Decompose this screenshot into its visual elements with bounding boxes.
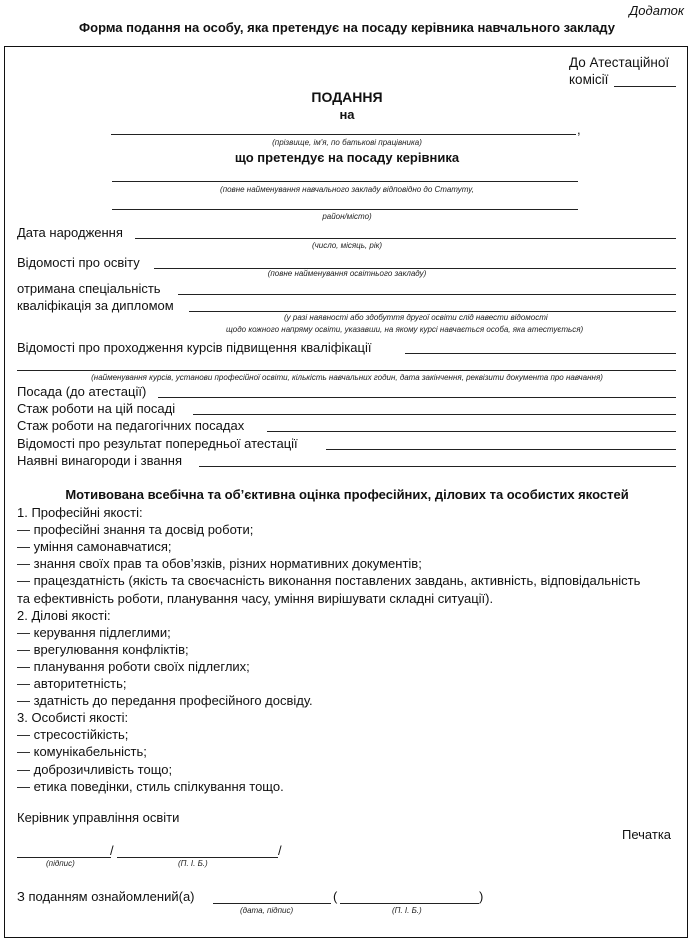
district-line[interactable]: [112, 209, 578, 210]
acquainted-name-line[interactable]: [340, 903, 479, 904]
experience-pedagogical-label: Стаж роботи на педагогічних посадах: [17, 418, 245, 433]
acquainted-label: З поданням ознайомлений(а): [17, 889, 195, 904]
evaluation-line: 1. Професійні якості:: [17, 505, 143, 520]
previous-attestation-label: Відомості про результат попередньої атестації: [17, 436, 298, 451]
form-title: Форма подання на особу, яка претендує на посаду керівника навчального закладу: [79, 20, 615, 35]
qualification-label: кваліфікація за дипломом: [17, 298, 174, 313]
head-of-education-label: Керівник управління освіти: [17, 810, 180, 825]
evaluation-line: — комунікабельність;: [17, 744, 147, 760]
qualification-note-1: (у разі наявності або здобуття другої освіти слід навести відомості: [284, 313, 548, 322]
evaluation-line: — керування підлеглими;: [17, 624, 171, 640]
courses-line-1[interactable]: [405, 353, 676, 354]
previous-attestation-line[interactable]: [326, 449, 676, 450]
courses-label: Відомості про проходження курсів підвищення кваліфікації: [17, 340, 372, 355]
evaluation-heading: Мотивована всебічна та об’єктивна оцінка професійних, ділових та особистих якостей: [65, 487, 629, 502]
qualification-note-2: щодо кожного напряму освіти, указавши, на якому курсі навчається особа, яка атестується): [226, 325, 584, 334]
experience-position-line[interactable]: [193, 414, 676, 415]
evaluation-line: — знання своїх прав та обов’язків, різних нормативних документів;: [17, 556, 422, 572]
document-title: ПОДАННЯ: [311, 89, 383, 105]
awards-label: Наявні винагороди і звання: [17, 453, 182, 468]
education-note: (повне найменування освітнього закладу): [267, 269, 427, 278]
evaluation-line: — працездатність (якість та своєчасність виконання поставлених завдань, активність, відповідальність: [17, 573, 641, 589]
signature-line[interactable]: [17, 857, 111, 858]
signature-slash-2: /: [278, 843, 282, 858]
evaluation-line: — стресостійкість;: [17, 727, 129, 743]
purpose-text: що претендує на посаду керівника: [234, 150, 460, 165]
courses-line-2[interactable]: [17, 370, 676, 371]
birth-date-line[interactable]: [135, 238, 676, 239]
evaluation-line: — уміння самонавчатися;: [17, 539, 172, 555]
evaluation-line: — авторитетність;: [17, 676, 127, 691]
evaluation-line: — доброзичливість тощо;: [17, 761, 173, 777]
head-name-note: (П. І. Б.): [178, 859, 208, 868]
specialty-label: отримана спеціальність: [17, 281, 161, 296]
birth-date-note: (число, місяць, рік): [311, 241, 383, 250]
experience-pedagogical-line[interactable]: [267, 431, 676, 432]
birth-date-label: Дата народження: [17, 225, 123, 240]
evaluation-line: — врегулювання конфліктів;: [17, 641, 189, 657]
appendix-label: Додаток: [629, 3, 684, 18]
evaluation-line: 2. Ділові якості:: [17, 607, 111, 623]
institution-note: (повне найменування навчального закладу відповідно до Статуту,: [220, 185, 474, 194]
evaluation-line: — здатність до передання професійного досвіду.: [17, 693, 313, 709]
acquainted-date-line[interactable]: [213, 903, 331, 904]
addressee-line: [614, 86, 676, 87]
head-name-line[interactable]: [117, 857, 278, 858]
applicant-comma: ,: [577, 122, 581, 137]
addressee-line1: До Атестаційної: [569, 55, 670, 70]
awards-line[interactable]: [199, 466, 676, 467]
evaluation-line: та ефективність роботи, планування часу, уміння вирішувати складні ситуації).: [17, 590, 494, 606]
education-label: Відомості про освіту: [17, 255, 140, 270]
acquainted-date-note: (дата, підпис): [240, 906, 294, 915]
evaluation-line: — планування роботи своїх підлеглих;: [17, 658, 250, 674]
evaluation-line: — професійні знання та досвід роботи;: [17, 522, 254, 538]
courses-note: (найменування курсів, установи професійної освіти, кількість навчальних годин, дата закінчення, реквізити документа про навчання): [91, 373, 603, 382]
addressee-line2: комісії: [569, 72, 609, 87]
experience-position-label: Стаж роботи на цій посаді: [17, 401, 176, 416]
applicant-note: (прізвище, ім'я, по батькові працівника): [272, 138, 422, 147]
specialty-line[interactable]: [178, 294, 676, 295]
position-label: Посада (до атестації): [17, 384, 147, 399]
applicant-name-line[interactable]: [111, 134, 576, 135]
acquainted-close-paren: ): [479, 889, 484, 904]
stamp-label: Печатка: [622, 827, 672, 842]
evaluation-line: — етика поведінки, стиль спілкування тощо.: [17, 778, 284, 794]
qualification-line[interactable]: [189, 311, 676, 312]
institution-line[interactable]: [112, 181, 578, 182]
signature-note: (підпис): [46, 859, 75, 868]
evaluation-line: 3. Особисті якості:: [17, 710, 129, 726]
district-note: район/місто): [322, 212, 372, 221]
acquainted-open-paren: (: [333, 889, 338, 904]
acquainted-name-note: (П. І. Б.): [392, 906, 422, 915]
signature-slash-1: /: [110, 843, 114, 858]
position-line[interactable]: [158, 397, 676, 398]
document-subtitle: на: [339, 107, 355, 122]
